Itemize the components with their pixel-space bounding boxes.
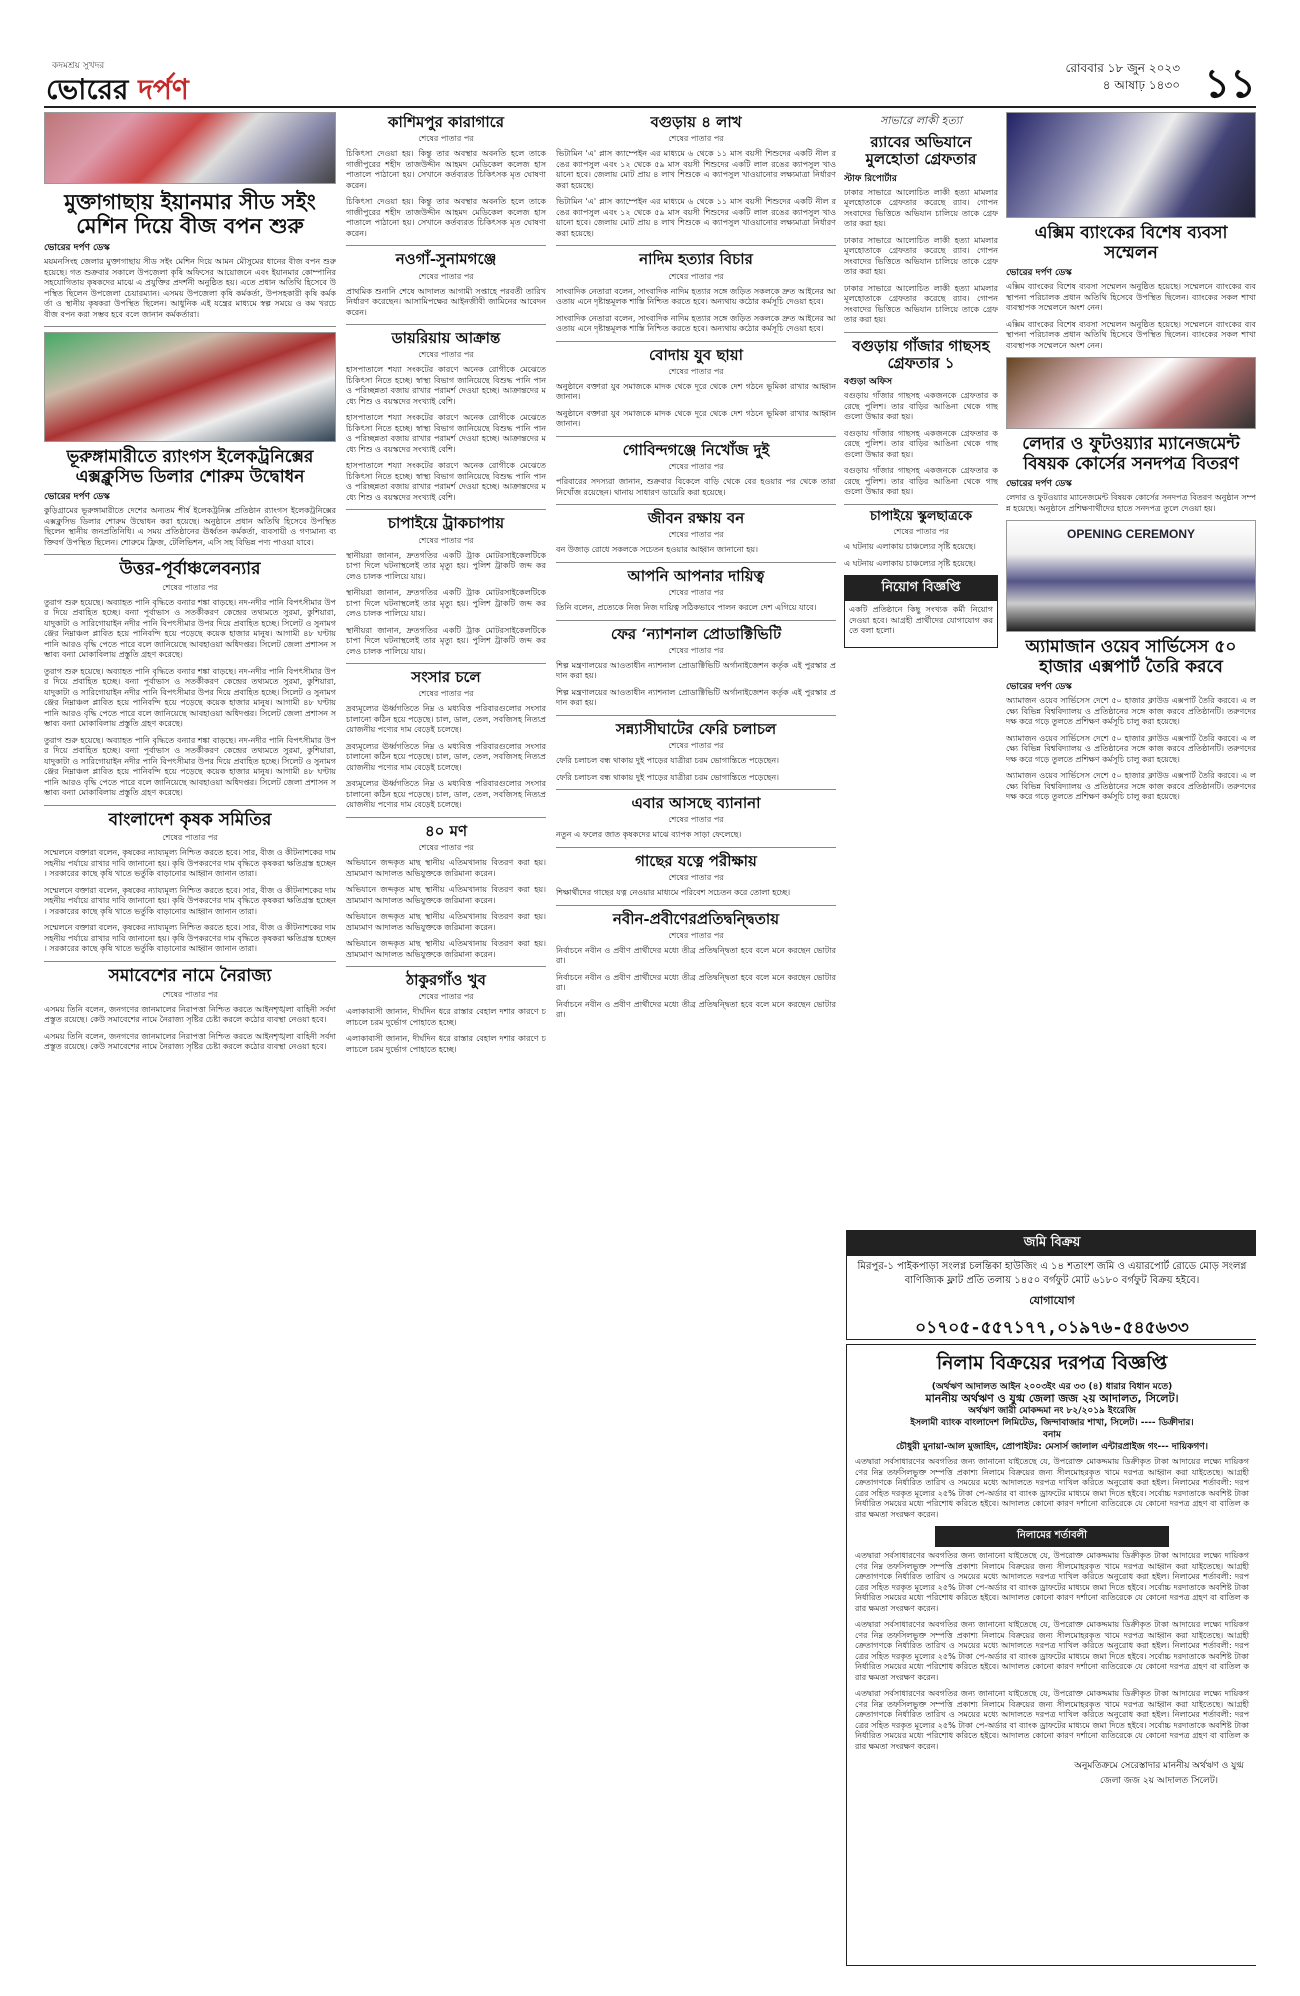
photo-banner-text: OPENING CEREMONY <box>1066 527 1195 542</box>
article-body: ঢাকার সাভারে আলোচিত লাকী হত্যা মামলার মূলহোতাকে গ্রেফতার করেছে র‍্যাব। গোপন সংবাদের ভিত্তিতে অভিযান চালিয়ে তাকে গ্রেফতার করা হয়। <box>844 235 998 276</box>
headline-leather-course: লেদার ও ফুটওয়্যার ম্যানেজমেন্ট বিষয়ক কোর্সের সনদপত্র বিতরণ <box>1022 434 1240 474</box>
news-photo-rangs-showroom <box>44 332 336 442</box>
column-2 <box>346 112 546 1762</box>
article-body: অনুষ্ঠানে বক্তারা যুব সমাজকে মাদক থেকে দূরে থেকে দেশ গঠনে ভূমিকা রাখার আহ্বান জানান। <box>556 408 836 429</box>
headline-bogura-4-lakh: বগুড়ায় ৪ লাখ <box>650 113 742 131</box>
article-body: সম্মেলনে বক্তারা বলেন, কৃষকের ন্যায্যমূল্য নিশ্চিত করতে হবে। সার, বীজ ও কীটনাশকের দাম সহনীয় পর্যায়ে রাখার দাবি জানানো হয়। কৃষি উপকরণের দাম বৃদ্ধিতে কৃষকরা ক্ষতিগ্রস্ত হচ্ছেন। সরকারের কাছে কৃষি খাতে ভর্তুকি বাড়ানোর আহ্বান জানান তারা। <box>44 923 336 954</box>
auction-notice-body: এতদ্বারা সর্বসাধারণের অবগতির জন্য জানানো যাইতেছে যে, উপরোক্ত মোকদ্দমায় ডিক্রীকৃত টাকা আদায়ের লক্ষ্যে দায়িকগণের নিম্ন তফসিলভুক্ত সম্পত্তি প্রকাশ্য নিলামে বিক্রয়ের জন্য সীলমোহরকৃত খামে দরপত্র আহ্বান করা যাইতেছে। আগ্রহী ক্রেতাগণকে নির্ধারিত তারিখ ও সময়ের মধ্যে আদালতে দরপত্র দাখিল করিতে অনুরোধ করা হইল। নিলামের শর্তাবলী: দরপত্রের সহিত দরকৃত মূল্যের ২৫% টাকা পে-অর্ডার বা ব্যাংক ড্রাফটের মাধ্যমে জমা দিতে হইবে। সর্বোচ্চ দরদাতাকে অবশিষ্ট টাকা নির্ধারিত সময়ের মধ্যে পরিশোধ করিতে হইবে। আদালত কোনো কারণ দর্শানো ব্যতিরেকে যে কোনো দরপত্র গ্রহণ বা বাতিল করার ক্ষমতা সংরক্ষণ করেন। <box>855 1457 1249 1519</box>
date-bengali: ৪ আষাঢ় ১৪৩০ <box>1102 78 1180 92</box>
article-body: এক্সিম ব্যাংকের বিশেষ ব্যবসা সম্মেলন অনুষ্ঠিত হয়েছে। সম্মেলনে ব্যাংকের ব্যবস্থাপনা পরিচালক প্রধান অতিথি হিসেবে উপস্থিত ছিলেন। ব্যাংকের সকল শাখা ব্যবস্থাপক সম্মেলনে অংশ নেন। <box>1006 282 1256 313</box>
article-body: ফেরি চলাচল বন্ধ থাকায় দুই পাড়ের যাত্রীরা চরম ভোগান্তিতে পড়েছেন। <box>556 772 780 782</box>
headline-tree-care: গাছের যত্নে পরীক্ষায় <box>635 851 757 870</box>
article-body: তুরাগ শুরু হয়েছে। অব্যাহত পানি বৃদ্ধিতে বন্যার শঙ্কা বাড়ছে। নদ-নদীর পানি বিপৎসীমার উপর দিয়ে প্রবাহিত হচ্ছে। বন্যা পূর্বাভাস ও সতর্কীকরণ কেন্দ্রের তথ্যমতে সুরমা, কুশিয়ারা, যাদুকাটা ও সারিগোয়াইন নদীর পানি বিপৎসীমার উপর দিয়ে প্রবাহিত হচ্ছে। সিলেট ও সুনামগঞ্জের নিম্নাঞ্চল প্লাবিত হয়ে পানিবন্দি হয়ে পড়েছে কয়েক হাজার মানুষ। আগামী ৪৮ ঘণ্টায় পানি আরও বৃদ্ধি পেতে পারে বলে জানিয়েছে আবহাওয়া অধিদপ্তর। সিলেট জেলা প্রশাসন সম্ভাব্য বন্যা মোকাবিলায় প্রস্তুতি গ্রহণ করেছে। <box>44 666 336 729</box>
continued-label: শেষের পাতার পর <box>668 462 724 471</box>
article-body: স্থানীয়রা জানান, দ্রুতগতির একটি ট্রাক মোটরসাইকেলটিকে চাপা দিলে ঘটনাস্থলেই তার মৃত্যু হয়। পুলিশ ট্রাকটি জব্দ করলেও চালক পালিয়ে যায়। <box>346 550 546 581</box>
auction-notice-content <box>847 1453 1256 1792</box>
news-photo-leather-course <box>1006 357 1256 429</box>
page-number: ১১ <box>1204 60 1256 107</box>
headline-family-expense: সংসার চলে <box>411 668 481 686</box>
headline-kashimpur: কাশিমপুর কারাগারে <box>388 113 504 131</box>
divider <box>556 905 836 906</box>
logo-part-2: দর্পণ <box>138 73 189 106</box>
byline: ভোরের দর্পণ ডেস্ক <box>1006 479 1072 490</box>
newspaper-logo <box>46 58 256 106</box>
byline: বগুড়া অফিস <box>844 377 893 387</box>
article-body: ময়মনসিংহ জেলার মুক্তাগাছায় সীড সইং মেশিন দিয়ে আমন মৌসুমের ধানের বীজ বপন শুরু হয়েছে। গত শুক্রবার সকালে উপজেলা কৃষি অফিসের আয়োজনে এবং ইয়ানমার কোম্পানির সহযোগিতায় কৃষকদের মাঝে এ প্রযুক্তির প্রদর্শনী অনুষ্ঠিত হয়। এতে প্রধান অতিথি হিসেবে উপস্থিত ছিলেন উপজেলা চেয়ারম্যান। এসময় উপজেলা কৃষি কর্মকর্তা, উপসহকারী কৃষি কর্মকর্তা ও স্থানীয় কৃষকরা উপস্থিত ছিলেন। আধুনিক এই যন্ত্রের মাধ্যমে স্বল্প সময়ে ও কম খরচে বীজ বপন করা সম্ভব হবে বলে জানান কর্মকর্তারা। <box>44 257 336 319</box>
continued-label: শেষের পাতার পর <box>162 582 218 592</box>
article-body: পরিবারের সদস্যরা জানান, শুক্রবার বিকেলে বাড়ি থেকে বের হওয়ার পর থেকে তারা নিখোঁজ রয়েছেন। থানায় সাধারণ ডায়েরি করা হয়েছে। <box>556 477 836 497</box>
continued-label: শেষের পাতার পর <box>668 930 724 940</box>
auction-notice-body: এতদ্বারা সর্বসাধারণের অবগতির জন্য জানানো যাইতেছে যে, উপরোক্ত মোকদ্দমায় ডিক্রীকৃত টাকা আদায়ের লক্ষ্যে দায়িকগণের নিম্ন তফসিলভুক্ত সম্পত্তি প্রকাশ্য নিলামে বিক্রয়ের জন্য সীলমোহরকৃত খামে দরপত্র আহ্বান করা যাইতেছে। আগ্রহী ক্রেতাগণকে নির্ধারিত তারিখ ও সময়ের মধ্যে আদালতে দরপত্র দাখিল করিতে অনুরোধ করা হইল। নিলামের শর্তাবলী: দরপত্রের সহিত দরকৃত মূল্যের ২৫% টাকা পে-অর্ডার বা ব্যাংক ড্রাফটের মাধ্যমে জমা দিতে হইবে। সর্বোচ্চ দরদাতাকে অবশিষ্ট টাকা নির্ধারিত সময়ের মধ্যে পরিশোধ করিতে হইবে। আদালত কোনো কারণ দর্শানো ব্যতিরেকে যে কোনো দরপত্র গ্রহণ বা বাতিল করার ক্ষমতা সংরক্ষণ করেন। <box>855 1620 1249 1682</box>
headline-flood: উত্তর-পূর্বাঞ্চলেবন্যার <box>119 559 261 580</box>
divider <box>346 817 546 818</box>
news-photo-opening-ceremony <box>1006 520 1256 632</box>
divider <box>556 620 836 621</box>
divider <box>346 245 546 246</box>
auction-notice-body: এতদ্বারা সর্বসাধারণের অবগতির জন্য জানানো যাইতেছে যে, উপরোক্ত মোকদ্দমায় ডিক্রীকৃত টাকা আদায়ের লক্ষ্যে দায়িকগণের নিম্ন তফসিলভুক্ত সম্পত্তি প্রকাশ্য নিলামে বিক্রয়ের জন্য সীলমোহরকৃত খামে দরপত্র আহ্বান করা যাইতেছে। আগ্রহী ক্রেতাগণকে নির্ধারিত তারিখ ও সময়ের মধ্যে আদালতে দরপত্র দাখিল করিতে অনুরোধ করা হইল। নিলামের শর্তাবলী: দরপত্রের সহিত দরকৃত মূল্যের ২৫% টাকা পে-অর্ডার বা ব্যাংক ড্রাফটের মাধ্যমে জমা দিতে হইবে। সর্বোচ্চ দরদাতাকে অবশিষ্ট টাকা নির্ধারিত সময়ের মধ্যে পরিশোধ করিতে হইবে। আদালত কোনো কারণ দর্শানো ব্যতিরেকে যে কোনো দরপত্র গ্রহণ বা বাতিল করার ক্ষমতা সংরক্ষণ করেন। <box>855 1689 1249 1751</box>
headline-exim-bank: এক্সিম ব্যাংকের বিশেষ ব্যবসা সম্মেলন <box>1034 223 1228 263</box>
auction-notice-debtor: চৌধুরী মুনায়া-আল মুজাহিদ, প্রোপাইটর: মেসার্স জালাল এন্টারপ্রাইজ গং--- দায়িকগণ। <box>896 1442 1208 1452</box>
continued-label: শেষের পাতার পর <box>418 271 474 281</box>
continued-label: শেষের পাতার পর <box>418 134 474 144</box>
article-body: অভিযানে জব্দকৃত মাছ স্থানীয় এতিমখানায় বিতরণ করা হয়। ভ্রাম্যমাণ আদালত অভিযুক্তকে জরিমানা করেন। <box>346 885 546 905</box>
continued-label: শেষের পাতার পর <box>668 588 724 597</box>
divider <box>556 245 836 246</box>
headline-nadim-murder: নাদিম হত্যার বিচার <box>639 250 753 269</box>
headline-aws: অ্যামাজান ওয়েব সার্ভিসেস ৫০ হাজার এক্সপার্ট তৈরি করবে <box>1025 637 1237 677</box>
article-body: তুরাগ শুরু হয়েছে। অব্যাহত পানি বৃদ্ধিতে বন্যার শঙ্কা বাড়ছে। নদ-নদীর পানি বিপৎসীমার উপর দিয়ে প্রবাহিত হচ্ছে। বন্যা পূর্বাভাস ও সতর্কীকরণ কেন্দ্রের তথ্যমতে সুরমা, কুশিয়ারা, যাদুকাটা ও সারিগোয়াইন নদীর পানি বিপৎসীমার উপর দিয়ে প্রবাহিত হচ্ছে। সিলেট ও সুনামগঞ্জের নিম্নাঞ্চল প্লাবিত হয়ে পানিবন্দি হয়ে পড়েছে কয়েক হাজার মানুষ। আগামী ৪৮ ঘণ্টায় পানি আরও বৃদ্ধি পেতে পারে বলে জানিয়েছে আবহাওয়া অধিদপ্তর। সিলেট জেলা প্রশাসন সম্ভাব্য বন্যা মোকাবিলায় প্রস্তুতি গ্রহণ করেছে। <box>44 735 336 798</box>
headline-school-student: চাপাইয়ে স্কুলছাত্রকে <box>869 508 973 524</box>
auction-notice-court: মাননীয় অর্থঋণ ও যুগ্ম জেলা জজ ২য় আদালত, সিলেট। <box>925 1392 1179 1405</box>
auction-notice-case: অর্থঋণ জারী মোকদ্দমা নং ৮২/২০১৯ ইংরেজি <box>968 1406 1136 1416</box>
continued-label: শেষের পাতার পর <box>668 645 724 655</box>
article-body: ঢাকার সাভারে আলোচিত লাকী হত্যা মামলার মূলহোতাকে গ্রেফতার করেছে র‍্যাব। গোপন সংবাদের ভিত্তিতে অভিযান চালিয়ে তাকে গ্রেফতার করা হয়। <box>844 283 998 324</box>
headline-thakurgaon: ঠাকুরগাঁও খুব <box>406 971 486 989</box>
article-body: সাংবাদিক নেতারা বলেন, সাংবাদিক নাদিম হত্যার সঙ্গে জড়িত সকলকে দ্রুত আইনের আওতায় এনে দৃষ্টান্তমূলক শাস্তি নিশ্চিত করতে হবে। অন্যথায় কঠোর কর্মসূচি দেওয়া হবে। <box>556 286 836 306</box>
column-1 <box>44 112 336 1966</box>
article-body: অ্যামাজন ওয়েব সার্ভিসেস দেশে ৫০ হাজার ক্লাউড এক্সপার্ট তৈরি করবে। এ লক্ষ্যে বিভিন্ন বিশ্ববিদ্যালয় ও প্রতিষ্ঠানের সঙ্গে কাজ করবে প্রতিষ্ঠানটি। তরুণদের দক্ষ করে গড়ে তুলতে প্রশিক্ষণ কর্মসূচি চালু করা হয়েছে। <box>1006 771 1256 802</box>
byline: ভোরের দর্পণ ডেস্ক <box>1006 682 1072 693</box>
continued-label: শেষের পাতার পর <box>668 873 724 882</box>
article-body: দ্রব্যমূল্যের ঊর্ধ্বগতিতে নিম্ন ও মধ্যবিত্ত পরিবারগুলোর সংসার চালানো কঠিন হয়ে পড়েছে। চাল, ডাল, তেল, সবজিসহ নিত্যপ্রয়োজনীয় পণ্যের দাম বেড়েই চলেছে। <box>346 704 546 735</box>
land-sale-title: জমি বিক্রয় <box>847 1231 1256 1256</box>
divider <box>556 562 836 563</box>
divider <box>44 961 336 962</box>
article-body: স্থানীয়রা জানান, দ্রুতগতির একটি ট্রাক মোটরসাইকেলটিকে চাপা দিলে ঘটনাস্থলেই তার মৃত্যু হয়। পুলিশ ট্রাকটি জব্দ করলেও চালক পালিয়ে যায়। <box>346 625 546 656</box>
article-body: নির্বাচনে নবীন ও প্রবীণ প্রার্থীদের মধ্যে তীব্র প্রতিদ্বন্দ্বিতা হবে বলে মনে করছেন ভোটাররা। <box>556 945 836 966</box>
logo-tagline: কদমশ্রয় সুখদর <box>52 61 105 71</box>
byline: ভোরের দর্পণ ডেস্ক <box>1006 268 1072 279</box>
article-body: অভিযানে জব্দকৃত মাছ স্থানীয় এতিমখানায় বিতরণ করা হয়। ভ্রাম্যমাণ আদালত অভিযুক্তকে জরিমানা করেন। <box>346 939 546 959</box>
headline-ferry: সন্ন্যাসীঘাটের ফেরি চলাচল <box>615 719 777 738</box>
headline-rangs-showroom: ভূরুঙ্গামারীতে র‍্যাংগস ইলেকট্রনিক্সের এক্সক্লুসিভ ডিলার শোরুম উদ্বোধন <box>66 447 314 487</box>
article-body: এ ঘটনায় এলাকায় চাঞ্চল্যের সৃষ্টি হয়েছে। <box>844 542 976 552</box>
byline: ভোরের দর্পণ ডেস্ক <box>44 243 110 254</box>
headline-truck-accident: চাপাইয়ে ট্রাকচাপায় <box>387 514 505 533</box>
auction-notice-title: নিলাম বিক্রয়ের দরপত্র বিজ্ঞপ্তি <box>936 1352 1168 1374</box>
continued-label: শেষের পাতার পর <box>418 350 474 360</box>
job-notice-box <box>844 575 998 648</box>
dateline <box>1065 60 1180 94</box>
article-body: অভিযানে জব্দকৃত মাছ স্থানীয় এতিমখানায় বিতরণ করা হয়। ভ্রাম্যমাণ আদালত অভিযুক্তকে জরিমানা করেন। <box>346 858 546 878</box>
divider <box>556 789 836 790</box>
headline-40-mon: ৪০ মণ <box>424 821 468 840</box>
logo-part-1: ভোরের <box>46 73 139 106</box>
news-photo-seed-machine <box>44 112 336 184</box>
continued-label: শেষের পাতার পর <box>668 815 724 825</box>
article-body: অ্যামাজন ওয়েব সার্ভিসেস দেশে ৫০ হাজার ক্লাউড এক্সপার্ট তৈরি করবে। এ লক্ষ্যে বিভিন্ন বিশ্ববিদ্যালয় ও প্রতিষ্ঠানের সঙ্গে কাজ করবে প্রতিষ্ঠানটি। তরুণদের দক্ষ করে গড়ে তুলতে প্রশিক্ষণ কর্মসূচি চালু করা হয়েছে। <box>1006 733 1256 764</box>
divider <box>346 509 546 510</box>
article-body: শিল্প মন্ত্রণালয়ের আওতাধীন ন্যাশনাল প্রোডাক্টিভিটি অর্গানাইজেশন কর্তৃক এই পুরস্কার প্রদান করা হয়। <box>556 687 836 708</box>
article-body: ফেরি চলাচল বন্ধ থাকায় দুই পাড়ের যাত্রীরা চরম ভোগান্তিতে পড়েছেন। <box>556 756 780 765</box>
article-body: শিল্প মন্ত্রণালয়ের আওতাধীন ন্যাশনাল প্রোডাক্টিভিটি অর্গানাইজেশন কর্তৃক এই পুরস্কার প্রদান করা হয়। <box>556 660 836 681</box>
continued-label: শেষের পাতার পর <box>162 989 218 999</box>
continued-label: শেষের পাতার পর <box>668 271 724 281</box>
article-body: দ্রব্যমূল্যের ঊর্ধ্বগতিতে নিম্ন ও মধ্যবিত্ত পরিবারগুলোর সংসার চালানো কঠিন হয়ে পড়েছে। চাল, ডাল, তেল, সবজিসহ নিত্যপ্রয়োজনীয় পণ্যের দাম বেড়েই চলেছে। <box>346 779 546 810</box>
divider <box>346 966 546 967</box>
continued-label: শেষের পাতার পর <box>668 741 724 750</box>
article-body: বগুড়ায় গাঁজার গাছসহ একজনকে গ্রেফতার করেছে পুলিশ। তার বাড়ির আঙিনা থেকে গাছগুলো উদ্ধার করা হয়। <box>844 428 998 459</box>
divider <box>346 663 546 664</box>
continued-label: শেষের পাতার পর <box>418 843 474 852</box>
land-sale-phone: ০১৭০৫-৫৫৭১৭৭,০১৯৭৬-৫৪৫৬৩৩ <box>915 1318 1189 1338</box>
date-gregorian: রোববার ১৮ জুন ২০২৩ <box>1065 61 1180 75</box>
article-body: চিকিৎসা দেওয়া হয়। কিন্তু তার অবস্থার অবনতি হলে তাকে গাজীপুরের শহীদ তাজউদ্দীন আহমদ মেডিকেল কলেজ হাসপাতালে পাঠানো হয়। সেখানে কর্তব্যরত চিকিৎসক মৃত ঘোষণা করেন। <box>346 197 546 238</box>
headline-banana: এবার আসছে ব্যানানা <box>631 794 761 812</box>
article-body: নতুন এ ফলের জাত কৃষকদের মাঝে ব্যাপক সাড়া ফেলেছে। <box>556 830 742 840</box>
divider <box>556 847 836 848</box>
auction-notice <box>846 1344 1256 1966</box>
headline-naogaon: নওগাঁ-সুনামগঞ্জে <box>395 250 497 269</box>
article-body: প্রাথমিক শুনানি শেষে আদালত আগামী সপ্তাহে পরবর্তী তারিখ নির্ধারণ করেছেন। আসামিপক্ষের আইনজীবী জামিনের আবেদন করেন। <box>346 286 546 317</box>
headline-ganja-arrest: বগুড়ায় গাঁজার গাছসহ গ্রেফতার ১ <box>852 336 990 372</box>
byline: ভোরের দর্পণ ডেস্ক <box>44 492 110 503</box>
article-body: অ্যামাজন ওয়েব সার্ভিসেস দেশে ৫০ হাজার ক্লাউড এক্সপার্ট তৈরি করবে। এ লক্ষ্যে বিভিন্ন বিশ্ববিদ্যালয় ও প্রতিষ্ঠানের সঙ্গে কাজ করবে প্রতিষ্ঠানটি। তরুণদের দক্ষ করে গড়ে তুলতে প্রশিক্ষণ কর্মসূচি চালু করা হয়েছে। <box>1006 696 1256 727</box>
divider <box>44 554 336 555</box>
continued-label: শেষের পাতার পর <box>668 134 724 144</box>
continued-label: শেষের পাতার পর <box>162 833 218 843</box>
article-body: ঢাকার সাভারে আলোচিত লাকী হত্যা মামলার মূলহোতাকে গ্রেফতার করেছে র‍্যাব। গোপন সংবাদের ভিত্তিতে অভিযান চালিয়ে তাকে গ্রেফতার করা হয়। <box>844 187 998 228</box>
article-body: অনুষ্ঠানে বক্তারা যুব সমাজকে মাদক থেকে দূরে থেকে দেশ গঠনে ভূমিকা রাখার আহ্বান জানান। <box>556 381 836 402</box>
continued-label: শেষের পাতার পর <box>418 992 474 1002</box>
article-body: বন উজাড় রোধে সকলকে সচেতন হওয়ার আহ্বান জানানো হয়। <box>556 545 758 555</box>
column-3 <box>556 112 836 1762</box>
divider <box>346 324 546 325</box>
continued-label: শেষের পাতার পর <box>668 530 724 540</box>
continued-label: শেষের পাতার পর <box>893 527 949 537</box>
newspaper-page <box>44 50 1256 1966</box>
headline-productivity: ফের ‘ন্যাশনাল প্রোডাক্টিভিটি <box>610 624 782 643</box>
land-sale-body: মিরপুর-১ পাইকপাড়া সংলগ্ন চলন্তিকা হাউজিং এ ১৪ শতাংশ জমি ও এয়ারপোর্ট রোডে মোড় সংলগ্ন বাণিজ্যিক ফ্লাট প্রতি তলায় ১৪৫০ বর্গফুট মোট ৬১৮০ বর্গফুট বিক্রয় হইবে। <box>857 1261 1247 1286</box>
continued-label: শেষের পাতার পর <box>668 366 724 376</box>
continued-label: শেষের পাতার পর <box>418 535 474 545</box>
article-body: ভিটামিন 'এ' প্লাস ক্যাম্পেইন এর মাধ্যমে ৬ থেকে ১১ মাস বয়সী শিশুদের একটি নীল রঙের ক্যাপসুল এবং ১২ থেকে ৫৯ মাস বয়সী শিশুদের একটি লাল রঙের ক্যাপসুল খাওয়ানো হবে। জেলায় মোট প্রায় ৪ লাখ শিশুকে এ ক্যাপসুল খাওয়ানোর লক্ষ্যমাত্রা নির্ধারণ করা হয়েছে। <box>556 149 836 190</box>
headline-your-duty: আপনি আপনার দায়িত্ব <box>627 566 765 585</box>
logo-wordmark <box>46 68 189 115</box>
divider <box>556 341 836 342</box>
continued-label: শেষের পাতার পর <box>418 689 474 699</box>
headline-rab-arrest: র‍্যাবের অভিযানে মুলহোতা গ্রেফতার <box>865 133 977 169</box>
article-body: বগুড়ায় গাঁজার গাছসহ একজনকে গ্রেফতার করেছে পুলিশ। তার বাড়ির আঙিনা থেকে গাছগুলো উদ্ধার করা হয়। <box>844 466 998 496</box>
auction-notice-decree-holder: ইসলামী ব্যাংক বাংলাদেশ লিমিটেড, জিন্দাবাজার শাখা, সিলেট। ---- ডিক্রীদার। <box>910 1418 1194 1428</box>
land-sale-contact-label: যোগাযোগ <box>1029 1294 1075 1307</box>
article-body: নির্বাচনে নবীন ও প্রবীণ প্রার্থীদের মধ্যে তীব্র প্রতিদ্বন্দ্বিতা হবে বলে মনে করছেন ভোটাররা। <box>556 999 836 1020</box>
article-body: নির্বাচনে নবীন ও প্রবীণ প্রার্থীদের মধ্যে তীব্র প্রতিদ্বন্দ্বিতা হবে বলে মনে করছেন ভোটাররা। <box>556 972 836 993</box>
article-body: লেদার ও ফুটওয়্যার ম্যানেজমেন্ট বিষয়ক কোর্সের সনদপত্র বিতরণ অনুষ্ঠান সম্পন্ন হয়েছে। অনুষ্ঠানে প্রশিক্ষণার্থীদের হাতে সনদপত্র তুলে দেওয়া হয়। <box>1006 493 1256 513</box>
headline-forest: জীবন রক্ষায় বন <box>647 509 745 527</box>
job-notice-title: নিয়োগ বিজ্ঞপ্তি <box>845 576 997 601</box>
headline-election: নবীন-প্রবীণেরপ্রতিদ্বন্দ্বিতায় <box>612 909 780 928</box>
article-body: তুরাগ শুরু হয়েছে। অব্যাহত পানি বৃদ্ধিতে বন্যার শঙ্কা বাড়ছে। নদ-নদীর পানি বিপৎসীমার উপর দিয়ে প্রবাহিত হচ্ছে। বন্যা পূর্বাভাস ও সতর্কীকরণ কেন্দ্রের তথ্যমতে সুরমা, কুশিয়ারা, যাদুকাটা ও সারিগোয়াইন নদীর পানি বিপৎসীমার উপর দিয়ে প্রবাহিত হচ্ছে। সিলেট ও সুনামগঞ্জের নিম্নাঞ্চল প্লাবিত হয়ে পানিবন্দি হয়ে পড়েছে কয়েক হাজার মানুষ। আগামী ৪৮ ঘণ্টায় পানি আরও বৃদ্ধি পেতে পারে বলে জানিয়েছে আবহাওয়া অধিদপ্তর। সিলেট জেলা প্রশাসন সম্ভাব্য বন্যা মোকাবিলায় প্রস্তুতি গ্রহণ করেছে। <box>44 597 336 660</box>
divider <box>556 504 836 505</box>
article-body: চিকিৎসা দেওয়া হয়। কিন্তু তার অবস্থার অবনতি হলে তাকে গাজীপুরের শহীদ তাজউদ্দীন আহমদ মেডিকেল কলেজ হাসপাতালে পাঠানো হয়। সেখানে কর্তব্যরত চিকিৎসক মৃত ঘোষণা করেন। <box>346 149 546 190</box>
divider <box>44 326 336 327</box>
article-body: সম্মেলনে বক্তারা বলেন, কৃষকের ন্যায্যমূল্য নিশ্চিত করতে হবে। সার, বীজ ও কীটনাশকের দাম সহনীয় পর্যায়ে রাখার দাবি জানানো হয়। কৃষি উপকরণের দাম বৃদ্ধিতে কৃষকরা ক্ষতিগ্রস্ত হচ্ছেন। সরকারের কাছে কৃষি খাতে ভর্তুকি বাড়ানোর আহ্বান জানান তারা। <box>44 848 336 879</box>
article-body: দ্রব্যমূল্যের ঊর্ধ্বগতিতে নিম্ন ও মধ্যবিত্ত পরিবারগুলোর সংসার চালানো কঠিন হয়ে পড়েছে। চাল, ডাল, তেল, সবজিসহ নিত্যপ্রয়োজনীয় পণ্যের দাম বেড়েই চলেছে। <box>346 741 546 772</box>
article-body: শিক্ষার্থীদের গাছের যত্ন নেওয়ার মাধ্যমে পরিবেশ সচেতন করে তোলা হচ্ছে। <box>556 888 791 897</box>
headline-seed-machine: মুক্তাগাছায় ইয়ানমার সীড সইং মেশিন দিয়ে বীজ বপন শুরু <box>64 189 316 239</box>
divider <box>44 805 336 806</box>
article-body: কুড়িগ্রামের ভূরুঙ্গামারীতে দেশের অন্যতম শীর্ষ ইলেকট্রনিক্স প্রতিষ্ঠান র‍্যাংগস ইলেকট্রনিক্সের এক্সক্লুসিভ ডিলার শোরুম উদ্বোধন করা হয়েছে। অনুষ্ঠানে প্রধান অতিথি হিসেবে উপস্থিত ছিলেন স্থানীয় জনপ্রতিনিধি। এ সময় প্রতিষ্ঠানের ঊর্ধ্বতন কর্মকর্তা, ব্যবসায়ী ও গণ্যমান্য ব্যক্তিবর্গ উপস্থিত ছিলেন। শোরুমে ফ্রিজ, টেলিভিশন, এসি সহ বিভিন্ন পণ্য পাওয়া যাবে। <box>44 506 336 547</box>
headline-gobindaganj-missing: গোবিন্দগঞ্জে নিখোঁজ দুই <box>622 440 770 459</box>
article-body: এসময় তিনি বলেন, জনগণের জানমালের নিরাপত্তা নিশ্চিত করতে আইনশৃঙ্খলা বাহিনী সর্বদা প্রস্তুত রয়েছে। কেউ সমাবেশের নামে নৈরাজ্য সৃষ্টির চেষ্টা করলে কঠোর ব্যবস্থা নেওয়া হবে। <box>44 1004 336 1025</box>
article-body: হাসপাতালে শয্যা সংকটের কারণে অনেক রোগীকে মেঝেতে চিকিৎসা নিতে হচ্ছে। স্বাস্থ্য বিভাগ জানিয়েছে বিশুদ্ধ পানি পান ও পরিচ্ছন্নতা বজায় রাখার পরামর্শ দেওয়া হচ্ছে। আক্রান্তদের মধ্যে শিশু ও বয়স্কদের সংখ্যাই বেশি। <box>346 461 546 502</box>
auction-terms-label: নিলামের শর্তাবলী <box>935 1526 1169 1547</box>
divider <box>556 436 836 437</box>
auction-notice-signature: অনুমতিক্রমে সেরেস্তাদার মাননীয় অর্থঋণ ও যুগ্ম জেলা জজ ২য় আদালত সিলেট। <box>1074 1761 1244 1786</box>
headline-diarrhea: ডায়রিয়ায় আক্রান্ত <box>391 329 501 347</box>
article-body: হাসপাতালে শয্যা সংকটের কারণে অনেক রোগীকে মেঝেতে চিকিৎসা নিতে হচ্ছে। স্বাস্থ্য বিভাগ জানিয়েছে বিশুদ্ধ পানি পান ও পরিচ্ছন্নতা বজায় রাখার পরামর্শ দেওয়া হচ্ছে। আক্রান্তদের মধ্যে শিশু ও বয়স্কদের সংখ্যাই বেশি। <box>346 413 546 454</box>
headline-krishok-samiti: বাংলাদেশ কৃষক সমিতির <box>108 809 272 830</box>
article-body: সাংবাদিক নেতারা বলেন, সাংবাদিক নাদিম হত্যার সঙ্গে জড়িত সকলকে দ্রুত আইনের আওতায় এনে দৃষ্টান্তমূলক শাস্তি নিশ্চিত করতে হবে। অন্যথায় কঠোর কর্মসূচি দেওয়া হবে। <box>556 313 836 333</box>
divider <box>556 715 836 716</box>
article-body: এ ঘটনায় এলাকায় চাঞ্চল্যের সৃষ্টি হয়েছে। <box>844 558 976 568</box>
kicker-savar: সাভারে লাকী হত্যা <box>880 114 962 127</box>
article-body: এলাকাবাসী জানান, দীর্ঘদিন ধরে রাস্তার বেহাল দশার কারণে চলাচলে চরম দুর্ভোগ পোহাতে হচ্ছে। <box>346 1034 546 1054</box>
article-body: এসময় তিনি বলেন, জনগণের জানমালের নিরাপত্তা নিশ্চিত করতে আইনশৃঙ্খলা বাহিনী সর্বদা প্রস্তুত রয়েছে। কেউ সমাবেশের নামে নৈরাজ্য সৃষ্টির চেষ্টা করলে কঠোর ব্যবস্থা নেওয়া হবে। <box>44 1031 336 1052</box>
article-body: এক্সিম ব্যাংকের বিশেষ ব্যবসা সম্মেলন অনুষ্ঠিত হয়েছে। সম্মেলনে ব্যাংকের ব্যবস্থাপনা পরিচালক প্রধান অতিথি হিসেবে উপস্থিত ছিলেন। ব্যাংকের সকল শাখা ব্যবস্থাপক সম্মেলনে অংশ নেন। <box>1006 319 1256 350</box>
divider <box>844 504 998 505</box>
job-notice-body: একটি প্রতিষ্ঠানে কিছু সংখ্যক কর্মী নিয়োগ দেওয়া হবে। আগ্রহী প্রার্থীদের যোগাযোগ করতে বলা হলো। <box>849 605 993 636</box>
news-photo-exim-bank <box>1006 112 1256 218</box>
article-body: বগুড়ায় গাঁজার গাছসহ একজনকে গ্রেফতার করেছে পুলিশ। তার বাড়ির আঙিনা থেকে গাছগুলো উদ্ধার করা হয়। <box>844 391 998 421</box>
land-sale-ad <box>846 1230 1256 1340</box>
headline-rally: সমাবেশের নামে নৈরাজ্য <box>108 965 272 986</box>
auction-notice-law: (অর্থঋণ আদালত আইন ২০০৩ইং এর ৩৩ (৪) ধারার বিধান মতে) <box>931 1382 1173 1392</box>
article-body: সম্মেলনে বক্তারা বলেন, কৃষকের ন্যায্যমূল্য নিশ্চিত করতে হবে। সার, বীজ ও কীটনাশকের দাম সহনীয় পর্যায়ে রাখার দাবি জানানো হয়। কৃষি উপকরণের দাম বৃদ্ধিতে কৃষকরা ক্ষতিগ্রস্ত হচ্ছেন। সরকারের কাছে কৃষি খাতে ভর্তুকি বাড়ানোর আহ্বান জানান তারা। <box>44 885 336 916</box>
article-body: ভিটামিন 'এ' প্লাস ক্যাম্পেইন এর মাধ্যমে ৬ থেকে ১১ মাস বয়সী শিশুদের একটি নীল রঙের ক্যাপসুল এবং ১২ থেকে ৫৯ মাস বয়সী শিশুদের একটি লাল রঙের ক্যাপসুল খাওয়ানো হবে। জেলায় মোট প্রায় ৪ লাখ শিশুকে এ ক্যাপসুল খাওয়ানোর লক্ষ্যমাত্রা নির্ধারণ করা হয়েছে। <box>556 197 836 238</box>
article-body: এলাকাবাসী জানান, দীর্ঘদিন ধরে রাস্তার বেহাল দশার কারণে চলাচলে চরম দুর্ভোগ পোহাতে হচ্ছে। <box>346 1007 546 1027</box>
article-body: স্থানীয়রা জানান, দ্রুতগতির একটি ট্রাক মোটরসাইকেলটিকে চাপা দিলে ঘটনাস্থলেই তার মৃত্যু হয়। পুলিশ ট্রাকটি জব্দ করলেও চালক পালিয়ে যায়। <box>346 588 546 618</box>
divider <box>844 332 998 333</box>
headline-boda-youth: বোদায় যুব ছায়া <box>649 345 743 364</box>
auction-notice-versus: বনাম <box>1043 1430 1061 1440</box>
article-body: অভিযানে জব্দকৃত মাছ স্থানীয় এতিমখানায় বিতরণ করা হয়। ভ্রাম্যমাণ আদালত অভিযুক্তকে জরিমানা করেন। <box>346 912 546 932</box>
article-body: হাসপাতালে শয্যা সংকটের কারণে অনেক রোগীকে মেঝেতে চিকিৎসা নিতে হচ্ছে। স্বাস্থ্য বিভাগ জানিয়েছে বিশুদ্ধ পানি পান ও পরিচ্ছন্নতা বজায় রাখার পরামর্শ দেওয়া হচ্ছে। আক্রান্তদের মধ্যে শিশু ও বয়স্কদের সংখ্যাই বেশি। <box>346 365 546 406</box>
byline: স্টাফ রিপোর্টার <box>844 173 897 184</box>
article-body: তিনি বলেন, প্রত্যেকে নিজ নিজ দায়িত্ব সঠিকভাবে পালন করলে দেশ এগিয়ে যাবে। <box>556 603 817 612</box>
masthead <box>44 50 1256 108</box>
auction-notice-body: এতদ্বারা সর্বসাধারণের অবগতির জন্য জানানো যাইতেছে যে, উপরোক্ত মোকদ্দমায় ডিক্রীকৃত টাকা আদায়ের লক্ষ্যে দায়িকগণের নিম্ন তফসিলভুক্ত সম্পত্তি প্রকাশ্য নিলামে বিক্রয়ের জন্য সীলমোহরকৃত খামে দরপত্র আহ্বান করা যাইতেছে। আগ্রহী ক্রেতাগণকে নির্ধারিত তারিখ ও সময়ের মধ্যে আদালতে দরপত্র দাখিল করিতে অনুরোধ করা হইল। নিলামের শর্তাবলী: দরপত্রের সহিত দরকৃত মূল্যের ২৫% টাকা পে-অর্ডার বা ব্যাংক ড্রাফটের মাধ্যমে জমা দিতে হইবে। সর্বোচ্চ দরদাতাকে অবশিষ্ট টাকা নির্ধারিত সময়ের মধ্যে পরিশোধ করিতে হইবে। আদালত কোনো কারণ দর্শানো ব্যতিরেকে যে কোনো দরপত্র গ্রহণ বা বাতিল করার ক্ষমতা সংরক্ষণ করেন। <box>855 1551 1249 1613</box>
